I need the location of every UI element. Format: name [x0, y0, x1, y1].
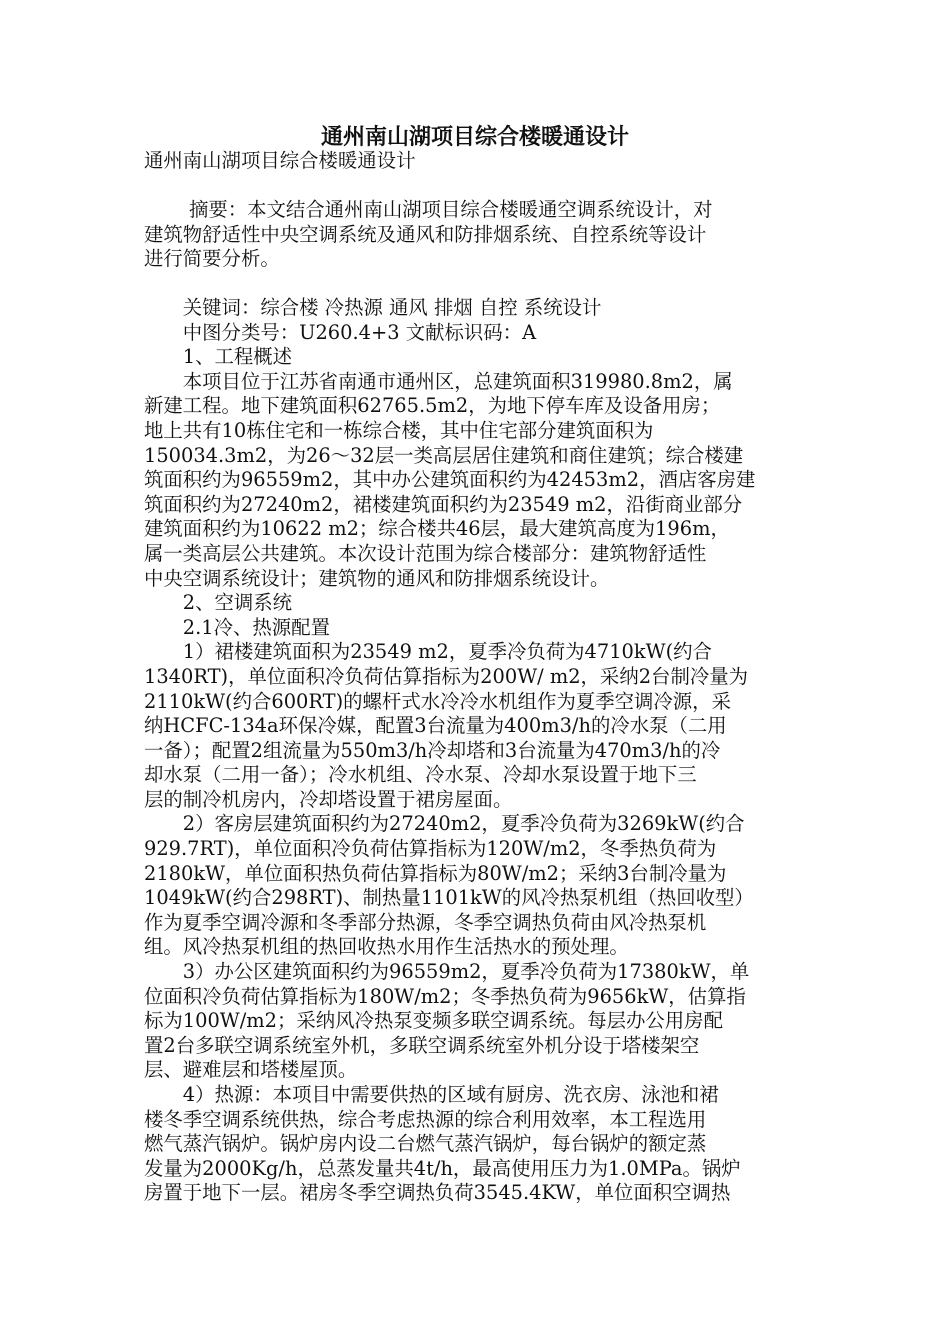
body-line: 150034.3m2，为26～32层一类高层居住建筑和商住建筑；综合楼建	[144, 443, 744, 467]
body-line: 新建工程。地下建筑面积62765.5m2，为地下停车库及设备用房；	[144, 394, 721, 418]
body-line: 1049kW(约合298RT)、制热量1101kW的风冷热泵机组（热回收型）	[144, 886, 754, 910]
abstract-paragraph	[144, 198, 808, 272]
body-line: 中央空调系统设计；建筑物的通风和防排烟系统设计。	[144, 566, 610, 590]
body-line: 2）客房层建筑面积约为27240m2，夏季冷负荷为3269kW(约合	[144, 812, 745, 836]
body-line: 层、避难层和塔楼屋顶。	[144, 1058, 358, 1082]
body-line: 组。风冷热泵机组的热回收热水用作生活热水的预处理。	[144, 935, 629, 959]
abstract-line: 进行简要分析。	[144, 247, 280, 271]
body-line: 2110kW(约合600RT)的螺杆式水冷冷水机组作为夏季空调冷源，采	[144, 689, 731, 713]
body-line: 作为夏季空调冷源和冬季部分热源，冬季空调热负荷由风冷热泵机	[144, 910, 707, 934]
body-line: 建筑面积约为10622 m2；综合楼共46层，最大建筑高度为196m，	[144, 517, 730, 541]
body-line: 2.1冷、热源配置	[144, 615, 330, 639]
body-line: 纳HCFC-134a环保冷媒，配置3台流量为400m3/h的冷水泵（二用	[144, 714, 727, 738]
body-line: 却水泵（二用一备）；冷水机组、冷水泵、冷却水泵设置于地下三	[144, 763, 697, 787]
body-line: 4）热源：本项目中需要供热的区域有厨房、洗衣房、泳池和裙	[144, 1083, 719, 1106]
body-line: 本项目位于江苏省南通市通州区，总建筑面积319980.8m2，属	[144, 369, 733, 393]
body-line: 一备）；配置2组流量为550m3/h冷却塔和3台流量为470m3/h的冷	[144, 738, 721, 762]
document-body	[144, 296, 808, 1206]
body-line: 1340RT)，单位面积冷负荷估算指标为200W/ m2，采纳2台制冷量为	[144, 664, 749, 688]
body-line: 2180kW，单位面积热负荷估算指标为80W/m2；采纳3台制冷量为	[144, 861, 727, 885]
body-line: 筑面积约为96559m2，其中办公建筑面积约为42453m2，酒店客房建	[144, 468, 756, 492]
body-line: 2、空调系统	[144, 591, 293, 615]
document-subtitle	[144, 149, 808, 174]
document-title: 通州南山湖项目综合楼暖通设计	[320, 124, 629, 150]
body-line: 属一类高层公共建筑。本次设计范围为综合楼部分：建筑物舒适性	[144, 541, 707, 565]
body-line: 3）办公区建筑面积约为96559m2，夏季冷负荷为17380kW，单	[144, 960, 750, 984]
body-line: 中图分类号：U260.4+3 文献标识码：A	[144, 320, 537, 344]
body-line: 标为100W/m2；采纳风冷热泵变频多联空调系统。每层办公用房配	[144, 1009, 723, 1033]
body-line: 置2台多联空调系统室外机，多联空调系统室外机分设于塔楼架空	[144, 1033, 700, 1057]
body-line: 发量为2000Kg/h，总蒸发量共4t/h，最高使用压力为1.0MPa。锅炉	[144, 1156, 741, 1180]
body-line: 燃气蒸汽锅炉。锅炉房内设二台燃气蒸汽锅炉，每台锅炉的额定蒸	[144, 1132, 707, 1156]
abstract-line: 建筑物舒适性中央空调系统及通风和防排烟系统、自控系统等设计	[144, 222, 707, 246]
body-line: 楼冬季空调系统供热，综合考虑热源的综合利用效率，本工程选用	[144, 1107, 707, 1131]
body-line: 地上共有10栋住宅和一栋综合楼，其中住宅部分建筑面积为	[144, 418, 654, 442]
body-line: 层的制冷机房内，冷却塔设置于裙房屋面。	[144, 787, 513, 811]
body-line: 929.7RT)，单位面积冷负荷估算指标为120W/m2，冬季热负荷为	[144, 837, 717, 861]
subtitle-line: 通州南山湖项目综合楼暖通设计	[144, 149, 416, 172]
abstract-line: 摘要：本文结合通州南山湖项目综合楼暖通空调系统设计，对	[144, 198, 713, 221]
body-line: 房置于地下一层。裙房冬季空调热负荷3545.4KW，单位面积空调热	[144, 1181, 731, 1205]
body-line: 位面积冷负荷估算指标为180W/m2；冬季热负荷为9656kW，估算指	[144, 984, 746, 1008]
body-line: 1、工程概述	[144, 345, 293, 369]
body-line: 筑面积约为27240m2，裙楼建筑面积约为23549 m2，沿街商业部分	[144, 492, 743, 516]
body-line: 1）裙楼建筑面积为23549 m2，夏季冷负荷为4710kW(约合	[144, 640, 712, 664]
body-line: 关键词：综合楼 冷热源 通风 排烟 自控 系统设计	[144, 296, 602, 319]
